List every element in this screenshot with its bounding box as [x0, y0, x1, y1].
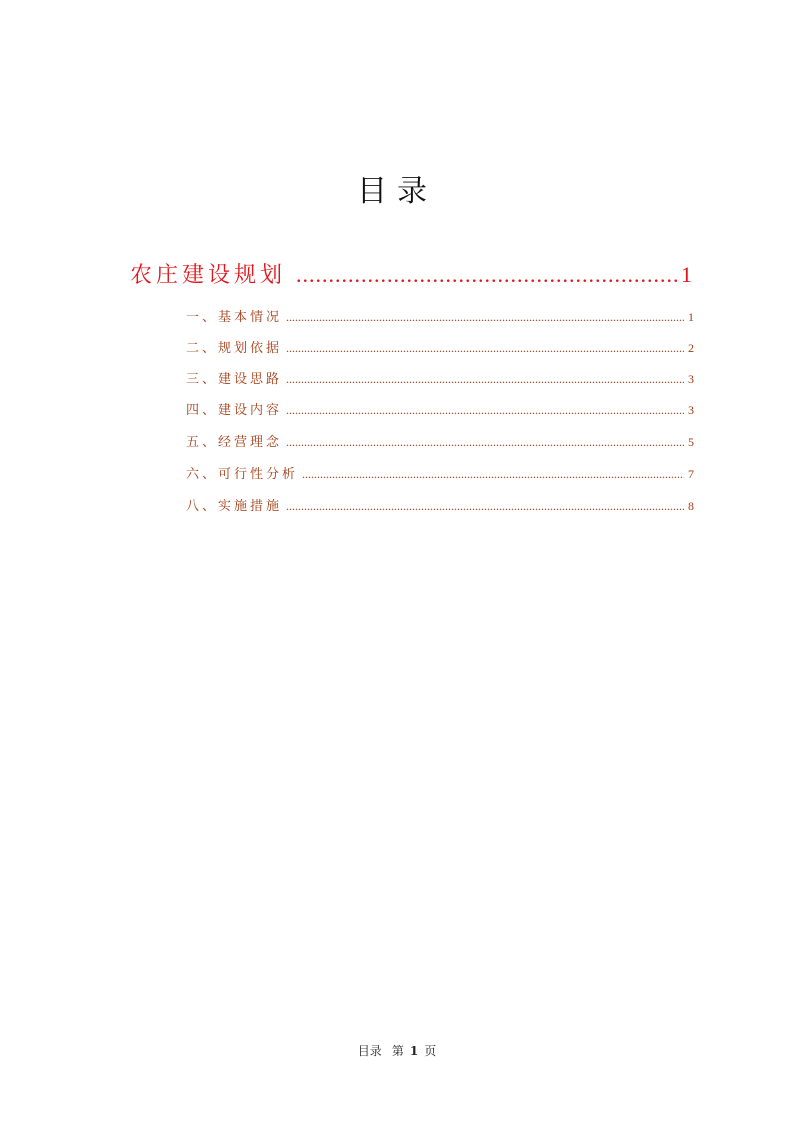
toc-entry-page: 7	[688, 467, 694, 481]
toc-dot-leader	[286, 368, 684, 390]
toc-entry-label: 农庄建设规划	[130, 263, 287, 288]
toc-entry-basic-situation[interactable]	[186, 306, 694, 329]
footer-page-prefix: 第	[391, 1044, 404, 1058]
toc-entry-business-philosophy[interactable]	[186, 431, 694, 454]
toc-entry-construction-content[interactable]	[186, 399, 694, 422]
toc-entry-label: 一、基本情况	[186, 310, 283, 325]
toc-entry-label: 八、实施措施	[186, 499, 283, 514]
toc-dot-leader	[302, 463, 684, 485]
toc-entry-label: 二、规划依据	[186, 341, 283, 356]
toc-entry-page: 3	[688, 372, 694, 386]
page-footer	[0, 1042, 794, 1059]
toc-entry-construction-approach[interactable]	[186, 368, 694, 391]
toc-title: 目录	[357, 174, 437, 209]
toc-entry-label: 五、经营理念	[186, 435, 283, 450]
footer-section-label: 目录	[357, 1044, 382, 1058]
toc-dot-leader	[286, 399, 684, 421]
toc-entry-label: 三、建设思路	[186, 372, 283, 387]
toc-entry-page: 2	[688, 341, 694, 355]
toc-entry-page: 5	[688, 435, 694, 449]
toc-entry-implementation-measures[interactable]	[186, 495, 694, 518]
toc-dot-leader	[286, 431, 684, 453]
toc-entry-planning-basis[interactable]	[186, 337, 694, 360]
toc-entry-page: 3	[688, 403, 694, 417]
toc-entry-page: 8	[688, 499, 694, 513]
toc-dot-leader	[286, 306, 684, 328]
toc-entry-label: 六、可行性分析	[186, 467, 299, 482]
footer-page-number: 1	[409, 1044, 419, 1058]
toc-entry-page: 1	[681, 262, 692, 287]
toc-entry-feasibility-analysis[interactable]	[186, 463, 694, 486]
toc-dot-leader	[286, 495, 684, 517]
footer-page-suffix: 页	[424, 1044, 437, 1058]
toc-entry-label: 四、建设内容	[186, 403, 283, 418]
toc-dot-leader	[296, 258, 677, 292]
toc-entry-main[interactable]	[130, 258, 692, 293]
toc-dot-leader	[286, 337, 684, 359]
toc-entry-page: 1	[688, 310, 694, 324]
